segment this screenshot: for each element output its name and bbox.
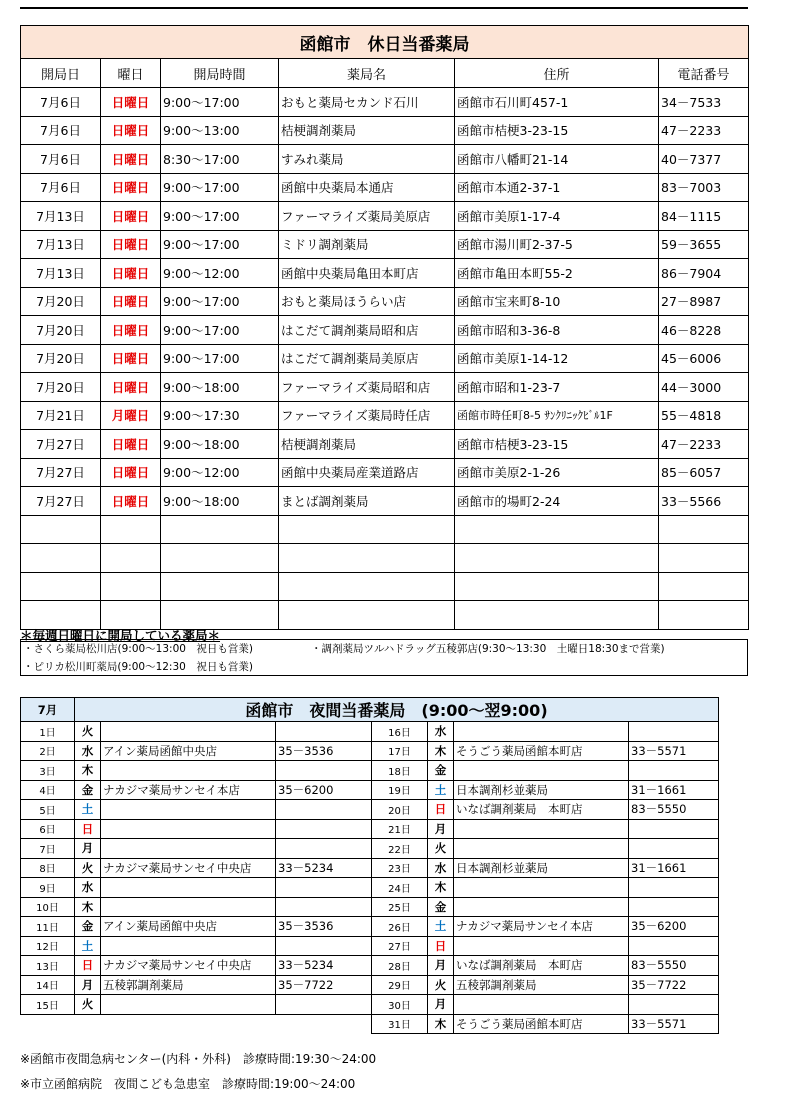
address-cell	[455, 601, 659, 630]
footer-children-er: ※市立函館病院 夜間こども急患室 診療時間:19:00～24:00	[20, 1077, 356, 1091]
phone-cell	[659, 601, 749, 630]
hours-cell: 9:00～18:00	[161, 430, 279, 459]
night-pharmacy-cell	[101, 995, 276, 1015]
pharmacy-name-cell	[279, 515, 455, 544]
phone-cell: 44－3000	[659, 373, 749, 402]
night-day-cell: 19日	[372, 780, 428, 800]
phone-cell: 47－2233	[659, 430, 749, 459]
address-cell: 函館市湯川町2-37-5	[455, 230, 659, 259]
pharmacy-name-cell: おもと薬局セカンド石川	[279, 88, 455, 117]
pharmacy-name-cell: ファーマライズ薬局時任店	[279, 401, 455, 430]
night-day-cell: 17日	[372, 741, 428, 761]
night-pharmacy-cell	[101, 722, 276, 742]
night-day-cell: 29日	[372, 975, 428, 995]
table-row	[21, 88, 749, 117]
note-line-2: ・調剤薬局ツルハドラッグ五稜郭店(9:30～13:30 土曜日18:30まで営業)	[311, 643, 665, 655]
table-row	[21, 316, 749, 345]
hours-cell: 9:00～17:30	[161, 401, 279, 430]
address-cell: 函館市桔梗3-23-15	[455, 430, 659, 459]
night-phone-cell: 83－5550	[629, 800, 719, 820]
holiday-pharmacy-table	[20, 25, 749, 630]
table-row	[21, 344, 749, 373]
open-date-cell: 7月27日	[21, 430, 101, 459]
night-weekday-cell: 木	[428, 1014, 454, 1034]
night-pharmacy-cell: いなば調剤薬局 本町店	[454, 800, 629, 820]
night-phone-cell: 31－1661	[629, 858, 719, 878]
weekday-cell: 日曜日	[101, 316, 161, 345]
night-pharmacy-cell: 日本調剤杉並薬局	[454, 858, 629, 878]
weekday-cell: 日曜日	[101, 287, 161, 316]
night-pharmacy-cell: いなば調剤薬局 本町店	[454, 956, 629, 976]
address-cell: 函館市時任町8-5 ｻﾝｸﾘﾆｯｸﾋﾞﾙ1F	[455, 401, 659, 430]
phone-cell: 85－6057	[659, 458, 749, 487]
night-phone-cell	[629, 819, 719, 839]
night-day-cell: 3日	[21, 761, 75, 781]
table-row	[21, 741, 719, 761]
weekday-cell	[101, 515, 161, 544]
pharmacy-name-cell: 桔梗調剤薬局	[279, 116, 455, 145]
weekday-cell: 日曜日	[101, 487, 161, 516]
night-phone-cell	[276, 819, 372, 839]
note-line-1: ・さくら薬局松川店(9:00～13:00 祝日も営業)	[23, 643, 254, 655]
table-row	[21, 722, 719, 742]
night-title: 函館市 夜間当番薬局 (9:00～翌9:00)	[75, 698, 719, 722]
hours-cell	[161, 601, 279, 630]
hours-cell: 9:00～18:00	[161, 487, 279, 516]
weekday-cell: 日曜日	[101, 88, 161, 117]
open-date-cell: 7月20日	[21, 316, 101, 345]
pharmacy-name-cell: ミドリ調剤薬局	[279, 230, 455, 259]
open-date-cell	[21, 572, 101, 601]
open-date-cell: 7月6日	[21, 145, 101, 174]
address-cell: 函館市美原2-1-26	[455, 458, 659, 487]
night-pharmacy-cell	[101, 819, 276, 839]
weekday-cell: 日曜日	[101, 116, 161, 145]
table-row	[21, 761, 719, 781]
address-cell	[455, 515, 659, 544]
night-weekday-cell: 月	[75, 839, 101, 859]
night-weekday-cell: 土	[428, 780, 454, 800]
table-row	[21, 897, 719, 917]
top-rule	[20, 7, 748, 9]
night-phone-cell: 31－1661	[629, 780, 719, 800]
address-cell: 函館市美原1-14-12	[455, 344, 659, 373]
address-cell: 函館市亀田本町55-2	[455, 259, 659, 288]
hours-cell: 9:00～18:00	[161, 373, 279, 402]
pharmacy-name-cell: まとば調剤薬局	[279, 487, 455, 516]
open-date-cell: 7月20日	[21, 344, 101, 373]
table-row	[21, 401, 749, 430]
night-phone-cell	[276, 897, 372, 917]
night-weekday-cell: 木	[75, 761, 101, 781]
night-phone-cell	[629, 936, 719, 956]
address-cell: 函館市桔梗3-23-15	[455, 116, 659, 145]
table-row	[21, 800, 719, 820]
night-day-cell: 12日	[21, 936, 75, 956]
night-day-cell: 21日	[372, 819, 428, 839]
pharmacy-name-cell: 函館中央薬局亀田本町店	[279, 259, 455, 288]
table-row	[21, 287, 749, 316]
table-row	[21, 544, 749, 573]
night-pharmacy-cell: そうごう薬局函館本町店	[454, 1014, 629, 1034]
night-day-cell: 18日	[372, 761, 428, 781]
night-day-cell: 25日	[372, 897, 428, 917]
table-row	[21, 936, 719, 956]
night-weekday-cell: 木	[428, 741, 454, 761]
phone-cell: 55－4818	[659, 401, 749, 430]
night-day-cell: 8日	[21, 858, 75, 878]
open-date-cell: 7月20日	[21, 373, 101, 402]
pharmacy-name-cell: はこだて調剤薬局昭和店	[279, 316, 455, 345]
night-weekday-cell: 日	[428, 800, 454, 820]
night-phone-cell: 35－7722	[276, 975, 372, 995]
weekday-cell: 日曜日	[101, 145, 161, 174]
night-phone-cell	[629, 722, 719, 742]
table-row	[21, 373, 749, 402]
weekday-cell: 日曜日	[101, 430, 161, 459]
open-date-cell: 7月27日	[21, 458, 101, 487]
address-cell: 函館市八幡町21-14	[455, 145, 659, 174]
night-day-cell: 23日	[372, 858, 428, 878]
night-weekday-cell: 日	[428, 936, 454, 956]
night-pharmacy-cell: アイン薬局函館中央店	[101, 741, 276, 761]
weekday-cell: 日曜日	[101, 259, 161, 288]
note-line-3: ・ピリカ松川町薬局(9:00～12:30 祝日も営業)	[23, 661, 253, 673]
night-pharmacy-cell	[101, 800, 276, 820]
night-weekday-cell: 日	[75, 956, 101, 976]
header-open-date: 開局日	[21, 59, 101, 88]
hours-cell: 8:30～17:00	[161, 145, 279, 174]
night-pharmacy-cell: ナカジマ薬局サンセイ中央店	[101, 858, 276, 878]
table-row	[21, 858, 719, 878]
weekday-cell	[101, 544, 161, 573]
pharmacy-name-cell: 桔梗調剤薬局	[279, 430, 455, 459]
pharmacy-name-cell: おもと薬局ほうらい店	[279, 287, 455, 316]
night-phone-cell: 33－5571	[629, 1014, 719, 1034]
night-day-cell: 15日	[21, 995, 75, 1015]
night-phone-cell	[276, 800, 372, 820]
address-cell: 函館市本通2-37-1	[455, 173, 659, 202]
open-date-cell: 7月13日	[21, 202, 101, 231]
night-weekday-cell: 火	[428, 975, 454, 995]
phone-cell: 34－7533	[659, 88, 749, 117]
hours-cell: 9:00～13:00	[161, 116, 279, 145]
night-day-cell: 13日	[21, 956, 75, 976]
phone-cell: 40－7377	[659, 145, 749, 174]
table-row	[21, 230, 749, 259]
open-date-cell: 7月6日	[21, 88, 101, 117]
night-pharmacy-cell	[454, 819, 629, 839]
night-phone-cell: 33－5234	[276, 858, 372, 878]
table-row	[21, 173, 749, 202]
phone-cell: 84－1115	[659, 202, 749, 231]
table-row	[21, 116, 749, 145]
night-pharmacy-cell	[454, 761, 629, 781]
night-weekday-cell: 水	[428, 858, 454, 878]
night-phone-cell: 35－6200	[629, 917, 719, 937]
address-cell: 函館市美原1-17-4	[455, 202, 659, 231]
table-row	[21, 839, 719, 859]
night-pharmacy-cell	[101, 878, 276, 898]
night-day-cell: 20日	[372, 800, 428, 820]
table-row	[21, 487, 749, 516]
address-cell: 函館市昭和3-36-8	[455, 316, 659, 345]
night-pharmacy-cell: ナカジマ薬局サンセイ本店	[454, 917, 629, 937]
table-row	[21, 819, 719, 839]
night-pharmacy-cell	[454, 878, 629, 898]
phone-cell: 47－2233	[659, 116, 749, 145]
pharmacy-name-cell: すみれ薬局	[279, 145, 455, 174]
open-date-cell: 7月13日	[21, 230, 101, 259]
night-weekday-cell: 金	[428, 897, 454, 917]
phone-cell: 33－5566	[659, 487, 749, 516]
open-date-cell	[21, 601, 101, 630]
hours-cell: 9:00～12:00	[161, 259, 279, 288]
table-row	[21, 572, 749, 601]
night-day-cell: 11日	[21, 917, 75, 937]
pharmacy-name-cell: ファーマライズ薬局美原店	[279, 202, 455, 231]
table-row	[21, 995, 719, 1015]
hours-cell	[161, 515, 279, 544]
weekday-cell: 日曜日	[101, 202, 161, 231]
night-weekday-cell: 月	[75, 975, 101, 995]
hours-cell: 9:00～17:00	[161, 316, 279, 345]
night-weekday-cell: 火	[75, 858, 101, 878]
hours-cell: 9:00～12:00	[161, 458, 279, 487]
night-weekday-cell: 金	[428, 761, 454, 781]
phone-cell	[659, 572, 749, 601]
night-day-cell: 14日	[21, 975, 75, 995]
night-weekday-cell: 土	[75, 936, 101, 956]
hours-cell	[161, 544, 279, 573]
table-row	[21, 430, 749, 459]
table-row	[21, 780, 719, 800]
address-cell	[455, 544, 659, 573]
night-weekday-cell: 月	[428, 819, 454, 839]
address-cell: 函館市的場町2-24	[455, 487, 659, 516]
night-pharmacy-cell	[101, 936, 276, 956]
night-weekday-cell: 月	[428, 995, 454, 1015]
night-day-cell: 16日	[372, 722, 428, 742]
night-pharmacy-cell: 日本調剤杉並薬局	[454, 780, 629, 800]
sunday-open-note-title: ＊毎週日曜日に開局している薬局＊	[20, 628, 221, 643]
table-row	[21, 1014, 719, 1034]
night-phone-cell	[629, 761, 719, 781]
open-date-cell: 7月13日	[21, 259, 101, 288]
open-date-cell: 7月6日	[21, 116, 101, 145]
address-cell	[455, 572, 659, 601]
open-date-cell	[21, 515, 101, 544]
night-pharmacy-cell	[454, 936, 629, 956]
night-day-cell: 10日	[21, 897, 75, 917]
night-pharmacy-cell: アイン薬局函館中央店	[101, 917, 276, 937]
table-row	[21, 878, 719, 898]
open-date-cell: 7月21日	[21, 401, 101, 430]
phone-cell: 83－7003	[659, 173, 749, 202]
night-weekday-cell: 土	[75, 800, 101, 820]
pharmacy-name-cell: 函館中央薬局本通店	[279, 173, 455, 202]
table-row	[21, 458, 749, 487]
header-pharmacy-name: 薬局名	[279, 59, 455, 88]
header-hours: 開局時間	[161, 59, 279, 88]
night-pharmacy-cell	[454, 722, 629, 742]
open-date-cell: 7月27日	[21, 487, 101, 516]
night-pharmacy-cell	[454, 839, 629, 859]
phone-cell	[659, 515, 749, 544]
night-phone-cell	[276, 722, 372, 742]
night-phone-cell	[276, 936, 372, 956]
pharmacy-name-cell: 函館中央薬局産業道路店	[279, 458, 455, 487]
open-date-cell: 7月20日	[21, 287, 101, 316]
hours-cell: 9:00～17:00	[161, 230, 279, 259]
night-pharmacy-cell	[454, 897, 629, 917]
night-pharmacy-cell	[101, 897, 276, 917]
night-phone-cell: 35－3536	[276, 917, 372, 937]
night-phone-cell: 33－5571	[629, 741, 719, 761]
night-phone-cell	[629, 839, 719, 859]
address-cell: 函館市宝来町8-10	[455, 287, 659, 316]
table-row	[21, 917, 719, 937]
night-day-cell: 30日	[372, 995, 428, 1015]
night-pharmacy-cell: ナカジマ薬局サンセイ本店	[101, 780, 276, 800]
night-weekday-cell: 木	[428, 878, 454, 898]
hours-cell: 9:00～17:00	[161, 202, 279, 231]
night-phone-cell: 35－3536	[276, 741, 372, 761]
night-phone-cell: 35－7722	[629, 975, 719, 995]
weekday-cell: 日曜日	[101, 230, 161, 259]
open-date-cell: 7月6日	[21, 173, 101, 202]
hours-cell: 9:00～17:00	[161, 173, 279, 202]
weekday-cell	[101, 572, 161, 601]
holiday-title: 函館市 休日当番薬局	[21, 26, 749, 59]
address-cell: 函館市石川町457-1	[455, 88, 659, 117]
night-weekday-cell: 火	[428, 839, 454, 859]
night-phone-cell: 33－5234	[276, 956, 372, 976]
night-day-cell: 24日	[372, 878, 428, 898]
night-phone-cell	[629, 878, 719, 898]
night-weekday-cell: 水	[75, 878, 101, 898]
phone-cell: 46－8228	[659, 316, 749, 345]
table-row	[21, 202, 749, 231]
night-pharmacy-cell: 五稜郭調剤薬局	[101, 975, 276, 995]
night-weekday-cell: 水	[75, 741, 101, 761]
header-address: 住所	[455, 59, 659, 88]
table-row	[21, 145, 749, 174]
night-phone-cell	[276, 761, 372, 781]
night-weekday-cell: 水	[428, 722, 454, 742]
night-month: 7月	[21, 698, 75, 722]
table-row	[21, 975, 719, 995]
night-day-cell: 4日	[21, 780, 75, 800]
night-day-cell: 28日	[372, 956, 428, 976]
weekday-cell	[101, 601, 161, 630]
night-phone-cell: 83－5550	[629, 956, 719, 976]
table-row	[21, 259, 749, 288]
hours-cell	[161, 572, 279, 601]
pharmacy-name-cell: はこだて調剤薬局美原店	[279, 344, 455, 373]
phone-cell: 59－3655	[659, 230, 749, 259]
night-weekday-cell: 日	[75, 819, 101, 839]
night-day-cell: 2日	[21, 741, 75, 761]
night-phone-cell	[629, 995, 719, 1015]
night-pharmacy-cell: そうごう薬局函館本町店	[454, 741, 629, 761]
footer-emergency-center: ※函館市夜間急病センター(内科・外科) 診療時間:19:30～24:00	[20, 1052, 377, 1066]
night-day-cell: 27日	[372, 936, 428, 956]
pharmacy-name-cell	[279, 544, 455, 573]
address-cell: 函館市昭和1-23-7	[455, 373, 659, 402]
phone-cell: 27－8987	[659, 287, 749, 316]
phone-cell: 86－7904	[659, 259, 749, 288]
night-day-cell: 6日	[21, 819, 75, 839]
night-weekday-cell: 木	[75, 897, 101, 917]
phone-cell: 45－6006	[659, 344, 749, 373]
night-day-cell: 26日	[372, 917, 428, 937]
weekday-cell: 日曜日	[101, 458, 161, 487]
night-day-cell: 7日	[21, 839, 75, 859]
phone-cell	[659, 544, 749, 573]
night-day-cell: 22日	[372, 839, 428, 859]
night-day-cell: 5日	[21, 800, 75, 820]
weekday-cell: 日曜日	[101, 344, 161, 373]
night-pharmacy-cell	[454, 995, 629, 1015]
hours-cell: 9:00～17:00	[161, 344, 279, 373]
pharmacy-name-cell: ファーマライズ薬局昭和店	[279, 373, 455, 402]
header-weekday: 曜日	[101, 59, 161, 88]
night-weekday-cell: 土	[428, 917, 454, 937]
night-phone-cell	[629, 897, 719, 917]
weekday-cell: 日曜日	[101, 173, 161, 202]
night-pharmacy-cell	[101, 761, 276, 781]
weekday-cell: 日曜日	[101, 373, 161, 402]
pharmacy-name-cell	[279, 572, 455, 601]
night-pharmacy-cell: 五稜郭調剤薬局	[454, 975, 629, 995]
night-phone-cell	[276, 878, 372, 898]
night-phone-cell	[276, 995, 372, 1015]
night-weekday-cell: 火	[75, 722, 101, 742]
night-weekday-cell: 金	[75, 780, 101, 800]
weekday-cell: 月曜日	[101, 401, 161, 430]
sunday-open-note-box	[20, 639, 748, 676]
hours-cell: 9:00～17:00	[161, 287, 279, 316]
header-phone: 電話番号	[659, 59, 749, 88]
table-row	[21, 601, 749, 630]
night-phone-cell	[276, 839, 372, 859]
night-pharmacy-cell	[101, 839, 276, 859]
night-weekday-cell: 月	[428, 956, 454, 976]
night-weekday-cell: 金	[75, 917, 101, 937]
night-pharmacy-table	[20, 697, 719, 1034]
empty-cell	[21, 1014, 372, 1034]
open-date-cell	[21, 544, 101, 573]
night-day-cell: 1日	[21, 722, 75, 742]
hours-cell: 9:00～17:00	[161, 88, 279, 117]
night-day-cell: 31日	[372, 1014, 428, 1034]
night-day-cell: 9日	[21, 878, 75, 898]
table-row	[21, 515, 749, 544]
night-weekday-cell: 火	[75, 995, 101, 1015]
night-phone-cell: 35－6200	[276, 780, 372, 800]
table-row	[21, 956, 719, 976]
night-pharmacy-cell: ナカジマ薬局サンセイ中央店	[101, 956, 276, 976]
pharmacy-name-cell	[279, 601, 455, 630]
